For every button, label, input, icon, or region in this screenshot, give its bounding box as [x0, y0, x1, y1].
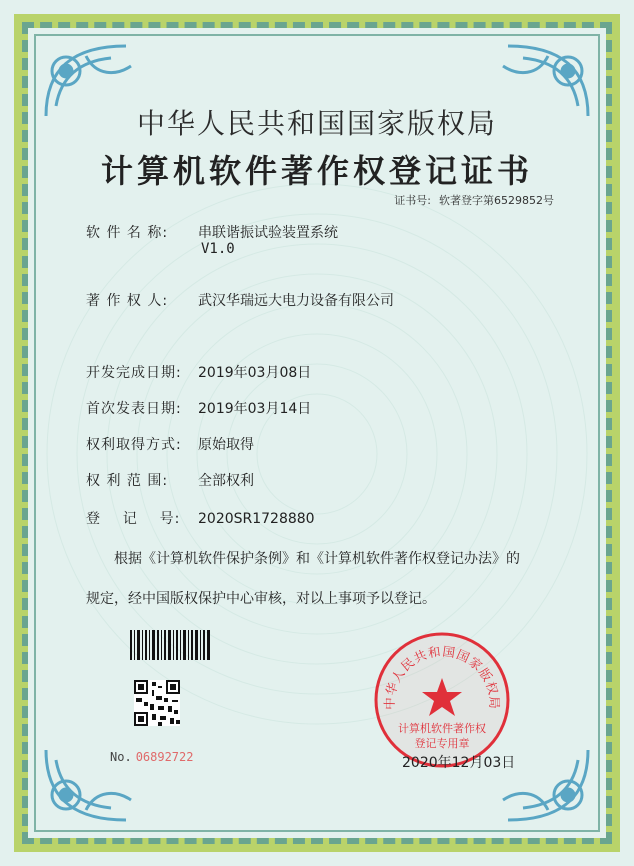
field-registration-number — [86, 508, 315, 528]
corner-ornament-icon — [26, 730, 156, 840]
field-value: 原始取得 — [198, 437, 254, 453]
field-value: 2020SR1728880 — [198, 511, 315, 527]
serial-number — [110, 750, 193, 764]
field-label: 首次发表日期: — [86, 401, 182, 417]
field-value: 2019年03月08日 — [198, 365, 312, 381]
field-label: 权利取得方式: — [86, 437, 182, 453]
field-publish-date — [86, 398, 311, 418]
certificate-title: 计算机软件著作权登记证书 — [100, 152, 533, 190]
field-label: 权 利 范 围: — [86, 473, 169, 489]
field-label: 开发完成日期: — [86, 365, 182, 381]
field-label: 著 作 权 人: — [86, 293, 169, 309]
field-value: 2019年03月14日 — [198, 401, 312, 417]
field-completion-date — [86, 362, 311, 382]
certificate-number — [394, 192, 554, 208]
field-label: 软 件 名 称: — [86, 225, 169, 241]
seal-inner-line-2: 登记专用章 — [414, 737, 470, 750]
official-seal-icon — [372, 630, 512, 770]
field-rights-scope — [86, 470, 254, 490]
certificate-number-label: 证书号: — [394, 194, 431, 207]
qr-code-icon — [134, 680, 180, 726]
field-copyright-owner — [86, 290, 394, 310]
serial-prefix: No. — [110, 750, 132, 764]
statement-line-1: 根据《计算机软件保护条例》和《计算机软件著作权登记办法》的 — [114, 551, 520, 567]
serial-value: 06892722 — [135, 750, 194, 764]
field-value: 串联谐振试验装置系统 — [198, 225, 338, 241]
seal-outer-text: 中华人民共和国国家版权局 — [381, 643, 503, 710]
seal-inner-line-1: 计算机软件著作权 — [398, 722, 486, 735]
issue-date: 2020年12月03日 — [402, 755, 516, 771]
software-version: V1.0 — [201, 241, 235, 257]
statement-line-2: 规定，经中国版权保护中心审核，对以上事项予以登记。 — [86, 591, 436, 607]
field-acquisition-method — [86, 434, 254, 454]
field-software-name — [86, 222, 338, 242]
certificate-number-value: 软著登字第6529852号 — [439, 194, 554, 207]
field-label: 登 记 号: — [86, 511, 181, 527]
issuer-title: 中华人民共和国国家版权局 — [136, 107, 497, 140]
field-value: 武汉华瑞远大电力设备有限公司 — [198, 293, 394, 309]
field-value: 全部权利 — [198, 473, 254, 489]
barcode-icon — [130, 630, 210, 660]
